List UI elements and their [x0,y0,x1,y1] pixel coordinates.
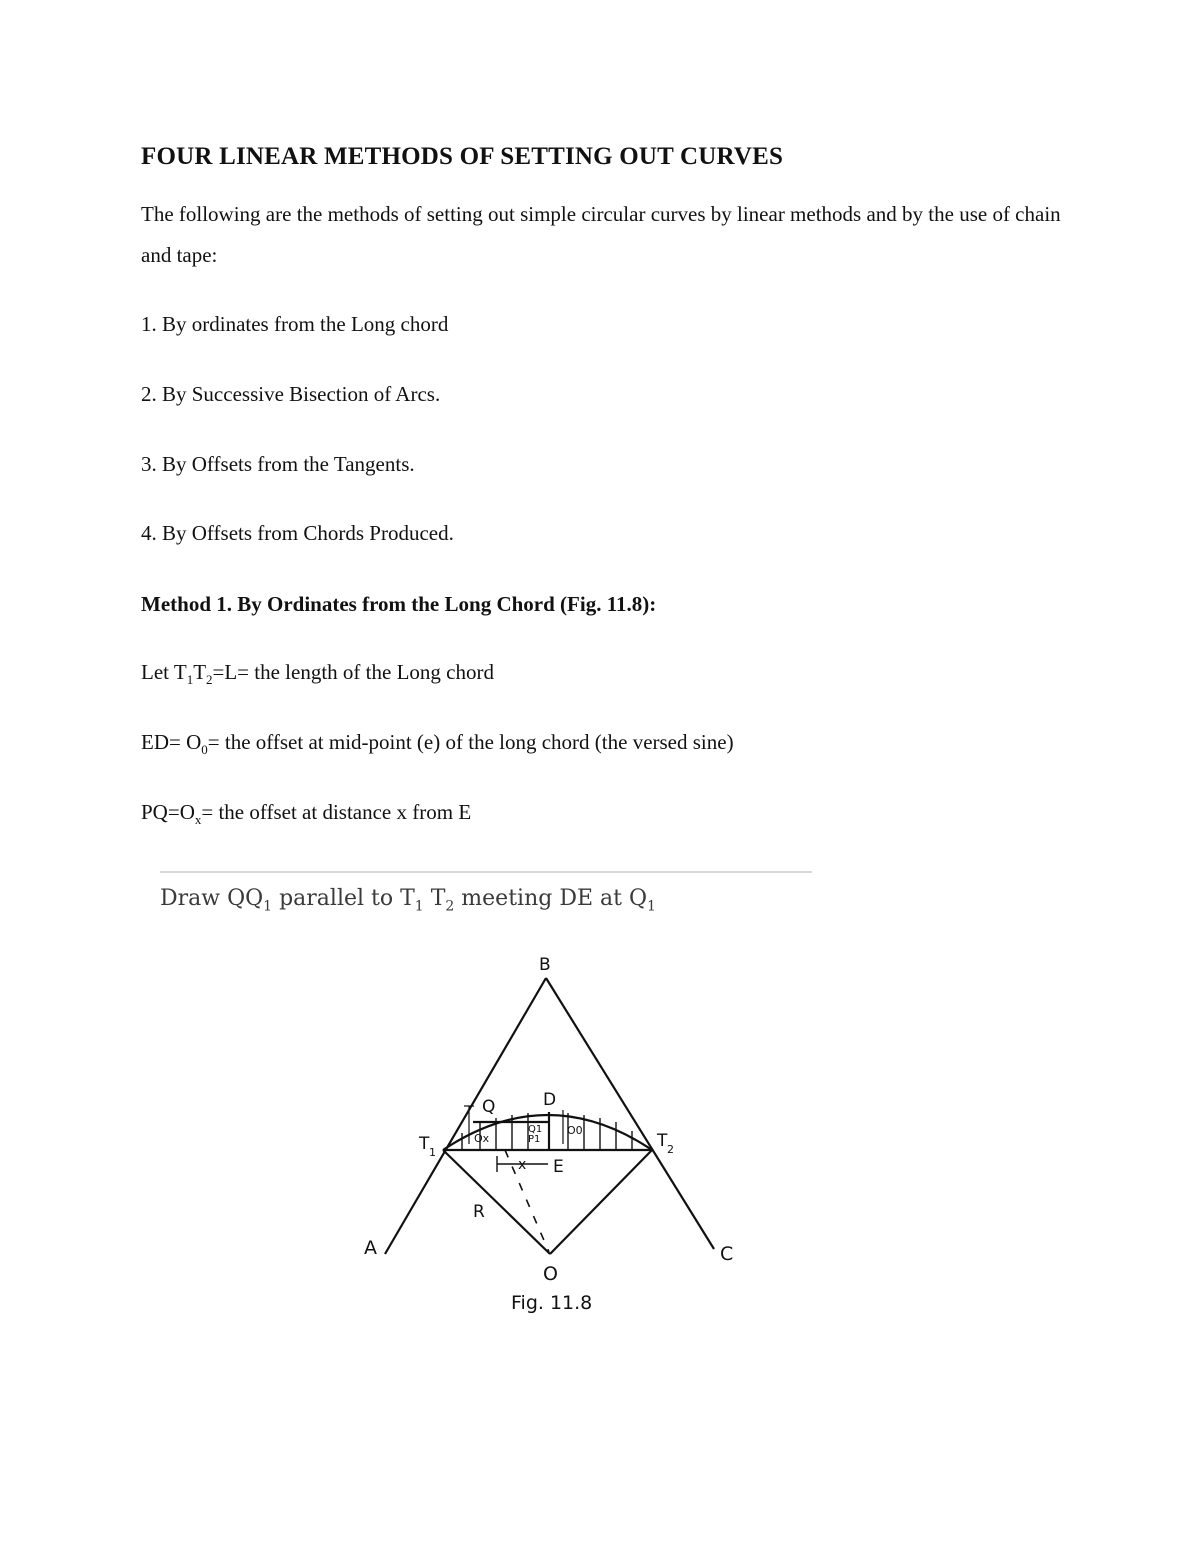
label-q1: Q1 [528,1124,543,1135]
method-item-2: 2. By Successive Bisection of Arcs. [141,382,441,406]
dashed-radius-p-o [505,1150,549,1252]
method-item-1: 1. By ordinates from the Long chord [141,312,449,336]
def3-post: = the offset at distance x from E [201,800,472,824]
label-p1: P1 [528,1134,541,1145]
caption-sub1: 1 [263,898,273,915]
def3-pre: PQ=O [141,800,195,824]
label-d: D [543,1090,557,1110]
def1-post: =L= the length of the Long chord [212,660,494,684]
method-item-3: 3. By Offsets from the Tangents. [141,452,415,476]
caption-mid3: meeting DE at Q [454,886,648,911]
label-x: x [518,1157,527,1173]
def1-sub1: 1 [186,672,194,688]
def1-mid: T [193,660,207,684]
caption-mid2: T [423,886,446,911]
caption-sub3: 2 [445,898,455,915]
def1-pre: Let T [141,660,187,684]
method1-heading: Method 1. By Ordinates from the Long Chord (Fig. 11.8): [141,592,657,616]
def2-pre: ED= O [141,730,202,754]
method-item-4: 4. By Offsets from Chords Produced. [141,521,454,545]
caption-sub4: 1 [647,898,656,915]
def3-sub1: x [194,812,202,828]
label-o0: O0 [567,1124,583,1137]
def1-sub2: 2 [206,672,213,688]
page-title: FOUR LINEAR METHODS OF SETTING OUT CURVES [141,143,784,170]
label-o: O [543,1263,558,1285]
label-r: R [473,1202,485,1222]
def2-sub1: 0 [201,742,208,758]
label-e: E [553,1157,564,1177]
intro-paragraph: The following are the methods of setting out simple circular curves by linear methods and by the use of chain and tape: [141,202,1061,267]
tangent-line-a-b [385,978,546,1254]
figure-number: Fig. 11.8 [511,1292,593,1314]
caption-pre: Draw QQ [160,886,264,911]
label-t1: T [419,1134,430,1154]
tangent-line-b-c [546,978,714,1249]
radius-t2-o [550,1150,652,1254]
caption-mid1: parallel to T [272,886,415,911]
def2-post: = the offset at mid-point (e) of the long chord (the versed sine) [207,730,734,754]
label-ox: Ox [474,1132,490,1145]
label-a: A [364,1237,377,1259]
label-t2-sub: 2 [667,1143,674,1156]
caption-sub2: 1 [414,898,424,915]
label-t1-sub: 1 [429,1146,436,1159]
label-c: C [720,1243,734,1265]
label-b: B [539,955,551,975]
label-t2: T [657,1131,668,1151]
label-q: Q [482,1097,496,1117]
